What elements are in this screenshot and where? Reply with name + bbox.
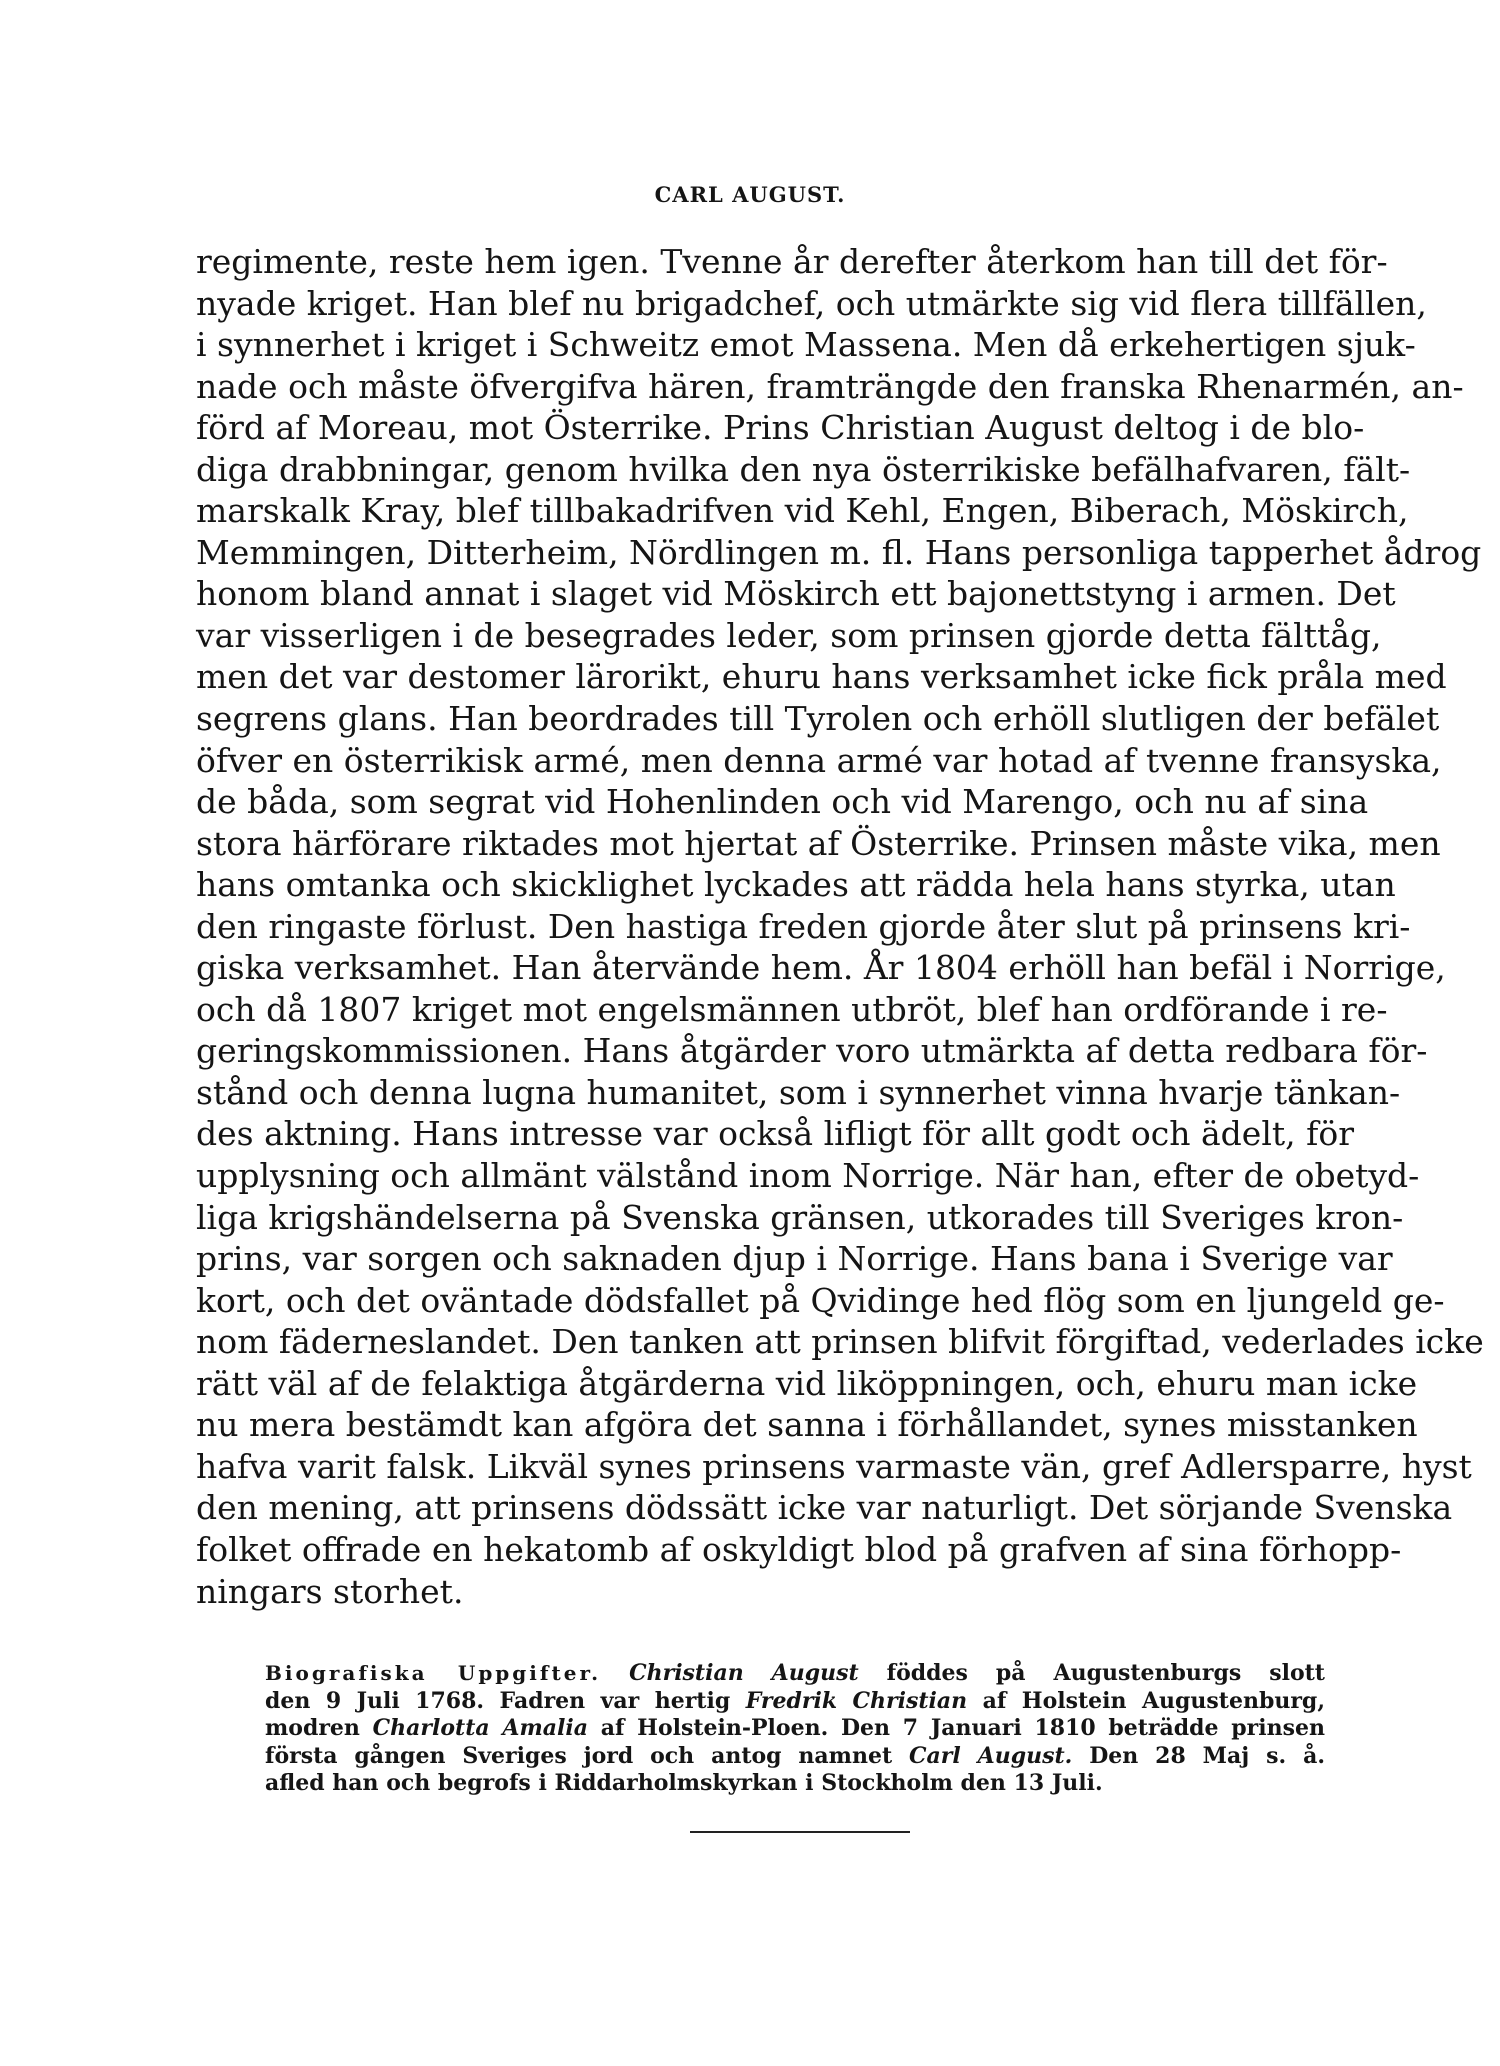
body-text <box>196 241 1484 1612</box>
footnote-name: Fredrik Christian <box>745 1687 968 1714</box>
text-line: kort, och det oväntade dödsfallet på Qvidinge hed flög som en ljungeld ge- <box>196 1280 1445 1320</box>
text-line: honom bland annat i slaget vid Möskirch ett bajonettstyng i armen. Det <box>196 574 1396 614</box>
footnote-text: föddes på Augustenburgs slott <box>886 1660 1325 1686</box>
footnote-line <box>265 1743 1325 1771</box>
footnote-line <box>265 1660 1325 1688</box>
running-header: CARL AUGUST. <box>654 182 846 207</box>
text-line: stora härförare riktades mot hjertat af Österrike. Prinsen måste vika, men <box>196 823 1441 863</box>
footnote-text: af Holstein-Ploen. Den 7 Januari 1810 beträdde prinsen <box>600 1715 1325 1741</box>
footnote-line <box>265 1688 1325 1716</box>
text-line: regimente, reste hem igen. Tvenne år derefter återkom han till det för- <box>196 242 1388 281</box>
footnote-text: första gången Sveriges jord och antog namnet <box>265 1742 893 1769</box>
footnote-text: Den 28 Maj s. å. <box>1089 1742 1325 1769</box>
text-line: men det var destomer lärorikt, ehuru hans verksamhet icke fick pråla med <box>196 657 1447 697</box>
text-line: nade och måste öfvergifva hären, framträngde den franska Rhenarmén, an- <box>196 366 1464 406</box>
text-line: nyade kriget. Han blef nu brigadchef, och utmärkte sig vid flera tillfällen, <box>196 283 1427 323</box>
footnote-text: den 9 Juli 1768. Fadren var hertig <box>265 1687 731 1714</box>
text-line: de båda, som segrat vid Hohenlinden och vid Marengo, och nu af sina <box>196 782 1369 822</box>
footnote-text: af Holstein Augustenburg, <box>982 1687 1325 1714</box>
text-line: öfver en österrikisk armé, men denna armé var hotad af tvenne fransyska, <box>196 740 1442 780</box>
text-line: geringskommissionen. Hans åtgärder voro utmärkta af detta redbara för- <box>196 1031 1428 1071</box>
text-line: Memmingen, Ditterheim, Nördlingen m. fl. Hans personliga tapperhet ådrog <box>196 532 1482 572</box>
footnote-text: afled han och begrofs i Riddarholmskyrkan i Stockholm den 13 Juli. <box>265 1770 1103 1796</box>
footnote-name: Carl August. <box>909 1742 1073 1769</box>
text-line: hafva varit falsk. Likväl synes prinsens varmaste vän, gref Adlersparre, hyst <box>196 1446 1472 1486</box>
text-line: hans omtanka och skicklighet lyckades att rädda hela hans styrka, utan <box>196 865 1396 905</box>
text-line: var visserligen i de besegrades leder, som prinsen gjorde detta fälttåg, <box>196 615 1382 655</box>
footnote <box>265 1660 1325 1798</box>
footnote-text: modren <box>265 1715 360 1741</box>
text-line: upplysning och allmänt välstånd inom Norrige. När han, efter de obetyd- <box>196 1156 1420 1196</box>
text-line: diga drabbningar, genom hvilka den nya österrikiske befälhafvaren, fält- <box>196 449 1411 489</box>
text-line: och då 1807 kriget mot engelsmännen utbröt, blef han ordförande i re- <box>196 989 1388 1029</box>
footnote-line <box>265 1770 1325 1798</box>
text-line: marskalk Kray, blef tillbakadrifven vid Kehl, Engen, Biberach, Möskirch, <box>196 491 1409 531</box>
text-line: ningars storhet. <box>196 1571 464 1611</box>
text-line: stånd och denna lugna humanitet, som i synnerhet vinna hvarje tänkan- <box>196 1072 1401 1112</box>
footnote-name: Christian August <box>629 1660 859 1686</box>
footnote-name: Charlotta Amalia <box>372 1715 588 1741</box>
text-line: liga krigshändelserna på Svenska gränsen, utkorades till Sveriges kron- <box>196 1197 1404 1237</box>
text-line: den mening, att prinsens dödssätt icke var naturligt. Det sörjande Svenska <box>196 1488 1453 1528</box>
text-line: segrens glans. Han beordrades till Tyrolen och erhöll slutligen der befälet <box>196 699 1440 739</box>
text-line: nom fäderneslandet. Den tanken att prinsen blifvit förgiftad, vederlades icke <box>196 1322 1484 1362</box>
text-line: rätt väl af de felaktiga åtgärderna vid liköppningen, och, ehuru man icke <box>196 1363 1418 1403</box>
footnote-label: Biografiska Uppgifter. <box>265 1661 602 1685</box>
text-line: nu mera bestämdt kan afgöra det sanna i förhållandet, synes misstanken <box>196 1405 1418 1445</box>
text-line: den ringaste förlust. Den hastiga freden gjorde åter slut på prinsens kri- <box>196 906 1411 946</box>
text-line: i synnerhet i kriget i Schweitz emot Massena. Men då erkehertigen sjuk- <box>196 325 1416 365</box>
text-line: folket offrade en hekatomb af oskyldigt blod på grafven af sina förhopp- <box>196 1529 1402 1569</box>
text-line: giska verksamhet. Han återvände hem. År 1804 erhöll han befäl i Norrige, <box>196 948 1446 988</box>
text-line: prins, var sorgen och saknaden djup i Norrige. Hans bana i Sverige var <box>196 1239 1393 1279</box>
footnote-line <box>265 1715 1325 1743</box>
section-divider <box>690 1831 910 1833</box>
text-line: des aktning. Hans intresse var också lifligt för allt godt och ädelt, för <box>196 1114 1354 1154</box>
text-line: förd af Moreau, mot Österrike. Prins Christian August deltog i de blo- <box>196 408 1365 448</box>
